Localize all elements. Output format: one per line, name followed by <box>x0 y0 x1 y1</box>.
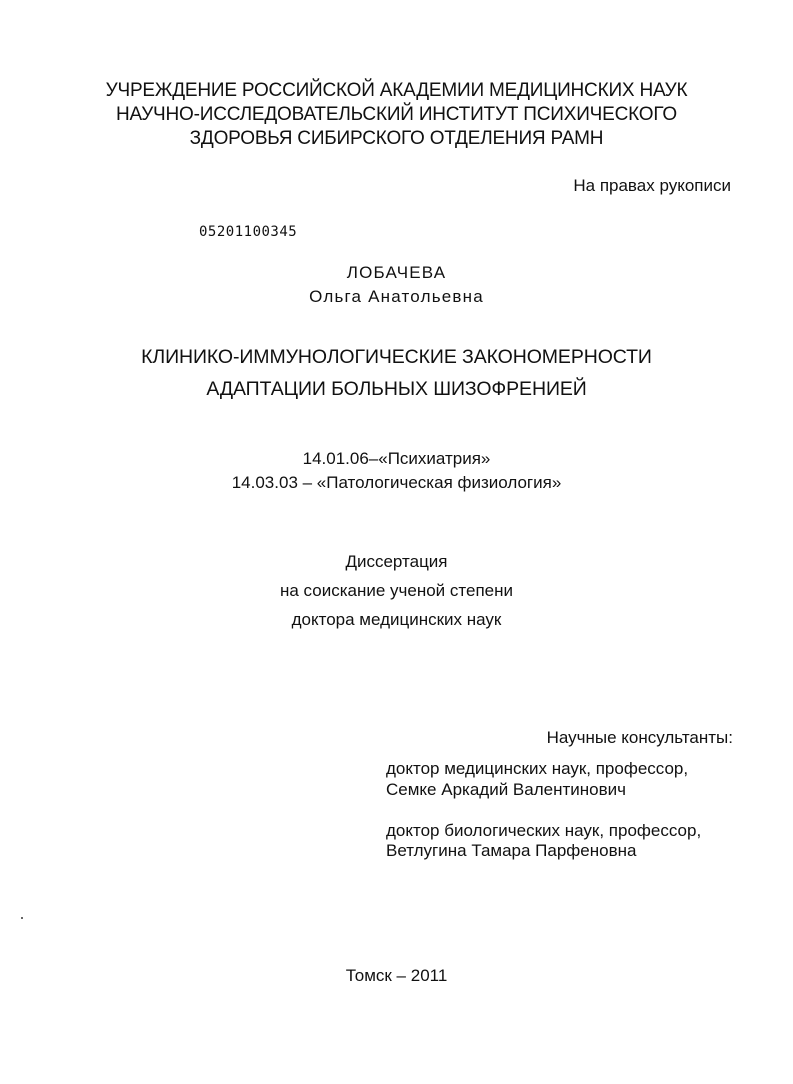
institution-line-1: УЧРЕЖДЕНИЕ РОССИЙСКОЙ АКАДЕМИИ МЕДИЦИНСКИХ НАУК <box>105 80 688 101</box>
specialty-2: 14.03.03 – «Патологическая физиология» <box>231 473 562 492</box>
degree-line-1: на соискание ученой степени <box>279 581 513 600</box>
institution-line-3: ЗДОРОВЬЯ СИБИРСКОГО ОТДЕЛЕНИЯ РАМН <box>189 128 604 149</box>
footer-city-year: Томск – 2011 <box>345 966 448 985</box>
consultants-heading: Научные консультанты: <box>546 728 733 747</box>
degree-line-2: доктора медицинских наук <box>291 610 502 629</box>
institution-line-2: НАУЧНО-ИССЛЕДОВАТЕЛЬСКИЙ ИНСТИТУТ ПСИХИЧЕСКОГО <box>116 104 677 125</box>
manuscript-note: На правах рукописи <box>573 176 731 195</box>
author-name: Ольга Анатольевна <box>309 287 484 306</box>
dissertation-label: Диссертация <box>345 552 448 571</box>
consultant-1-degree: доктор медицинских наук, профессор, <box>386 759 689 778</box>
dissertation-title-line-2: АДАПТАЦИИ БОЛЬНЫХ ШИЗОФРЕНИЕЙ <box>206 378 587 400</box>
specialty-1: 14.01.06–«Психиатрия» <box>302 449 491 468</box>
consultant-1-name: Семке Аркадий Валентинович <box>386 780 626 799</box>
author-surname: ЛОБАЧЕВА <box>346 263 447 282</box>
consultant-2-degree: доктор биологических наук, профессор, <box>386 821 702 840</box>
serial-number: 05201100345 <box>199 224 298 240</box>
consultant-2-name: Ветлугина Тамара Парфеновна <box>386 841 637 860</box>
scan-speck <box>21 917 23 919</box>
dissertation-title-line-1: КЛИНИКО-ИММУНОЛОГИЧЕСКИЕ ЗАКОНОМЕРНОСТИ <box>141 346 652 368</box>
